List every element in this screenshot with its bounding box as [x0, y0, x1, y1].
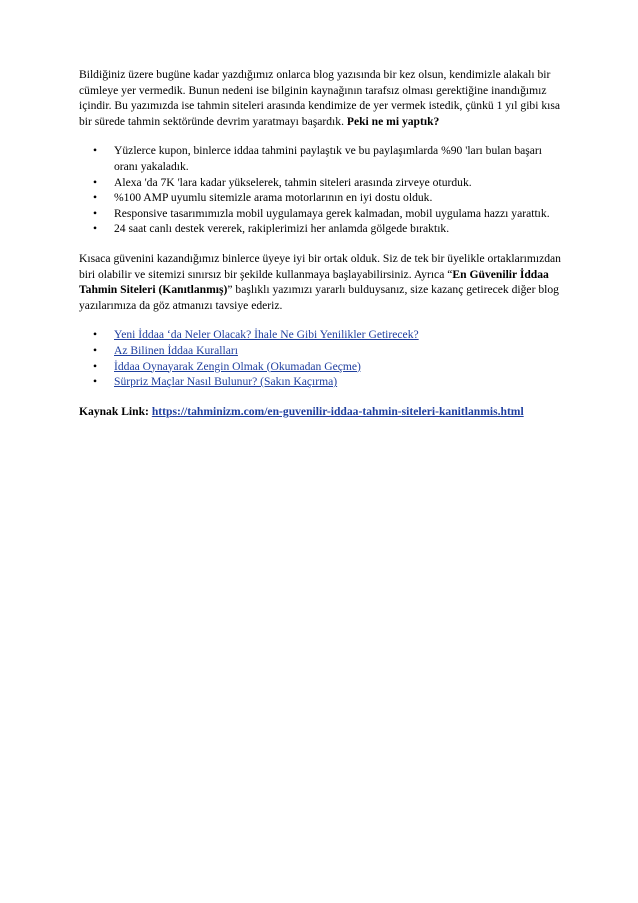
summary-text: Kısaca güvenini kazandığımız binlerce üyeye iyi bir ortak olduk. Siz de tek bir üyelikle ortaklarımızdan biri olabilir ve sitemizi sınırsız bir şekilde kullanmaya başlayabilirsiniz.	[79, 251, 561, 281]
related-links-list	[79, 327, 561, 389]
list-item	[79, 206, 561, 222]
bullet-icon: •	[93, 343, 98, 357]
intro-paragraph	[79, 67, 561, 129]
bullet-icon: •	[93, 144, 98, 158]
achievements-list	[79, 143, 561, 237]
summary-ref-title: En Güvenilir İddaa Tahmin Siteleri (Kanıtlanmış)	[79, 267, 549, 297]
source-label: Kaynak Link:	[79, 404, 149, 418]
list-item	[79, 343, 561, 359]
list-item-text: %100 AMP uyumlu sitemizle arama motorlarının en iyi dostu olduk.	[114, 191, 433, 205]
summary-ref-suffix: ” başlıklı yazımızı yararlı bulduysanız, size kazanç getirecek diğer blog yazılarımıza da göz atmanızı tavsiye ederiz.	[79, 283, 559, 312]
list-item-text: 24 saat canlı destek vererek, rakiplerimizi her anlamda gölgede bıraktık.	[114, 222, 450, 236]
summary-ref-prefix: Ayrıca “	[413, 267, 453, 281]
related-link[interactable]: Az Bilinen İddaa Kuralları	[114, 343, 238, 357]
source-paragraph	[79, 404, 561, 420]
source-link[interactable]: https://tahminizm.com/en-guvenilir-iddaa-tahmin-siteleri-kanitlanmis.html	[151, 404, 524, 418]
bullet-icon: •	[93, 222, 98, 236]
intro-question: Peki ne mi yaptık?	[346, 114, 440, 128]
list-item	[79, 143, 561, 174]
list-item-text: Yüzlerce kupon, binlerce iddaa tahmini paylaştık ve bu paylaşımlarda %90 'ları bulan başarı oranı yakaladık.	[114, 144, 543, 173]
bullet-icon: •	[93, 175, 98, 189]
related-link[interactable]: Yeni İddaa ‘da Neler Olacak? İhale Ne Gibi Yenilikler Getirecek?	[114, 328, 419, 342]
bullet-icon: •	[93, 206, 98, 220]
list-item-text: Alexa 'da 7K 'lara kadar yükselerek, tahmin siteleri arasında zirveye oturduk.	[114, 175, 472, 189]
related-link[interactable]: İddaa Oynayarak Zengin Olmak (Okumadan Geçme)	[114, 359, 361, 373]
list-item	[79, 221, 561, 237]
bullet-icon: •	[93, 328, 98, 342]
list-item-text: Responsive tasarımımızla mobil uygulamaya gerek kalmadan, mobil uygulama hazzı yarattık.	[114, 206, 550, 220]
intro-text: Bildiğiniz üzere bugüne kadar yazdığımız onlarca blog yazısında bir kez olsun, kendimizle alakalı bir cümleye yer vermedik. Bunun nedeni ise bilginin kaynağının tarafsız olması gerektiğine inandığımız içindir. Bu yazımızda ise tahmin siteleri arasında kendimize de yer vermek istedik, çünkü 1 yıl gibi kısa bir sürede tahmin sektöründe devrim yaratmayı başardık.	[79, 68, 561, 128]
bullet-icon: •	[93, 191, 98, 205]
bullet-icon: •	[93, 359, 98, 373]
document-body	[79, 67, 561, 419]
list-item	[79, 374, 561, 390]
list-item	[79, 190, 561, 206]
list-item	[79, 359, 561, 375]
list-item	[79, 327, 561, 343]
summary-paragraph	[79, 251, 561, 313]
list-item	[79, 175, 561, 191]
related-link[interactable]: Sürpriz Maçlar Nasıl Bulunur? (Sakın Kaçırma)	[114, 375, 338, 389]
bullet-icon: •	[93, 375, 98, 389]
